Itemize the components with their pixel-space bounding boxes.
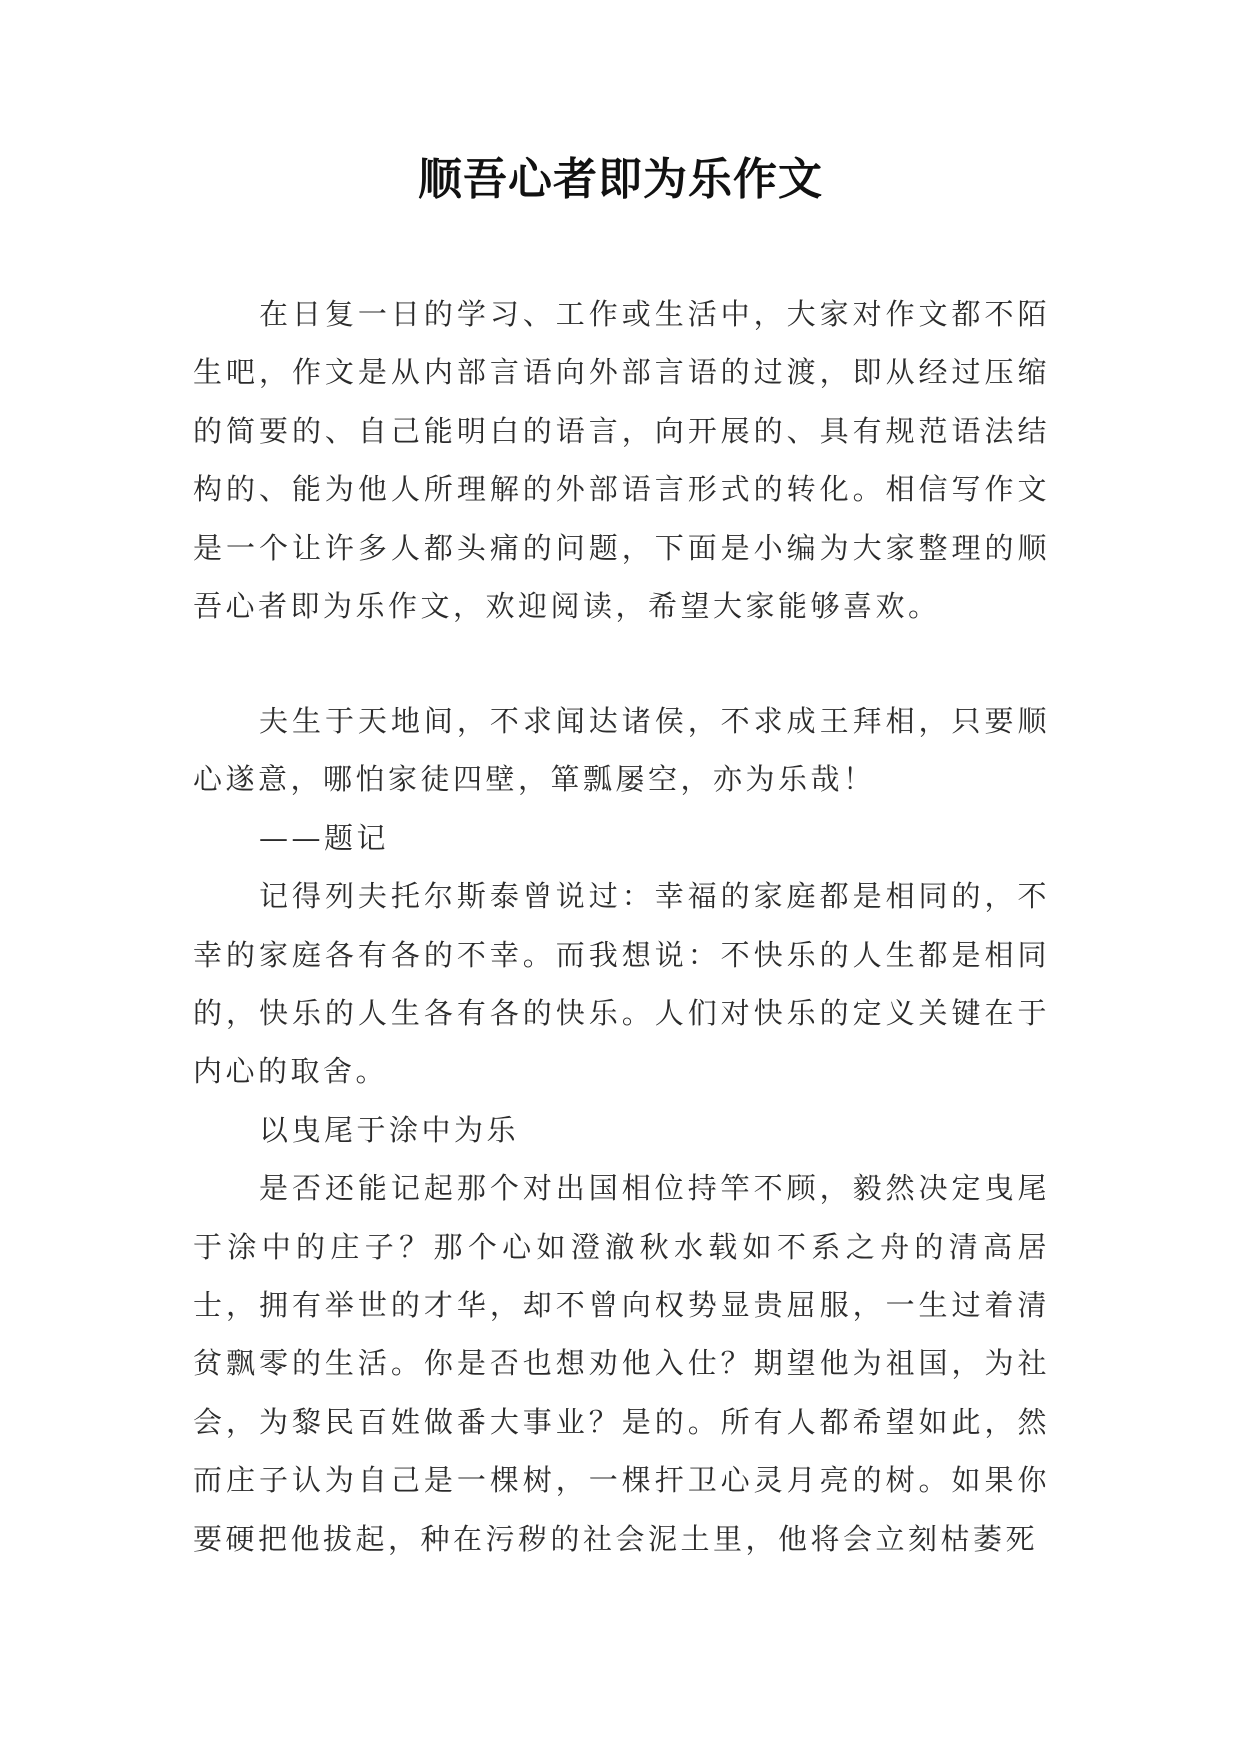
intro-paragraph: 在日复一日的学习、工作或生活中，大家对作文都不陌生吧，作文是从内部言语向外部言语的过渡，即从经过压缩的简要的、自己能明白的语言，向开展的、具有规范语法结构的、能为他人所理解的外部语言形式的转化。相信写作文是一个让许多人都头痛的问题，下面是小编为大家整理的顺吾心者即为乐作文，欢迎阅读，希望大家能够喜欢。 (193, 297, 1050, 624)
essay-section (193, 692, 1050, 1568)
essay-paragraph: 记得列夫托尔斯泰曾说过：幸福的家庭都是相同的，不幸的家庭各有各的不幸。而我想说：不快乐的人生都是相同的，快乐的人生各有各的快乐。人们对快乐的定义关键在于内心的取舍。 (193, 879, 1050, 1089)
section-heading: 以曳尾于涂中为乐 (259, 1112, 520, 1147)
epigraph-paragraph: 夫生于天地间，不求闻达诸侯，不求成王拜相，只要顺心遂意，哪怕家徒四壁，箪瓢屡空，亦为乐哉！ (193, 704, 1050, 797)
epigraph-attribution: ——题记 (259, 820, 390, 855)
intro-section (193, 285, 1050, 635)
document-title: 顺吾心者即为乐作文 (418, 154, 823, 205)
essay-paragraph: 是否还能记起那个对出国相位持竿不顾，毅然决定曳尾于涂中的庄子？那个心如澄澈秋水载如不系之舟的清高居士，拥有举世的才华，却不曾向权势显贵屈服，一生过着清贫飘零的生活。你是否也想劝他入仕？期望他为祖国，为社会，为黎民百姓做番大事业？是的。所有人都希望如此，然而庄子认为自己是一棵树，一棵扞卫心灵月亮的树。如果你要硬把他拔起，种在污秽的社会泥土里，他将会立刻枯萎死 (193, 1171, 1050, 1556)
